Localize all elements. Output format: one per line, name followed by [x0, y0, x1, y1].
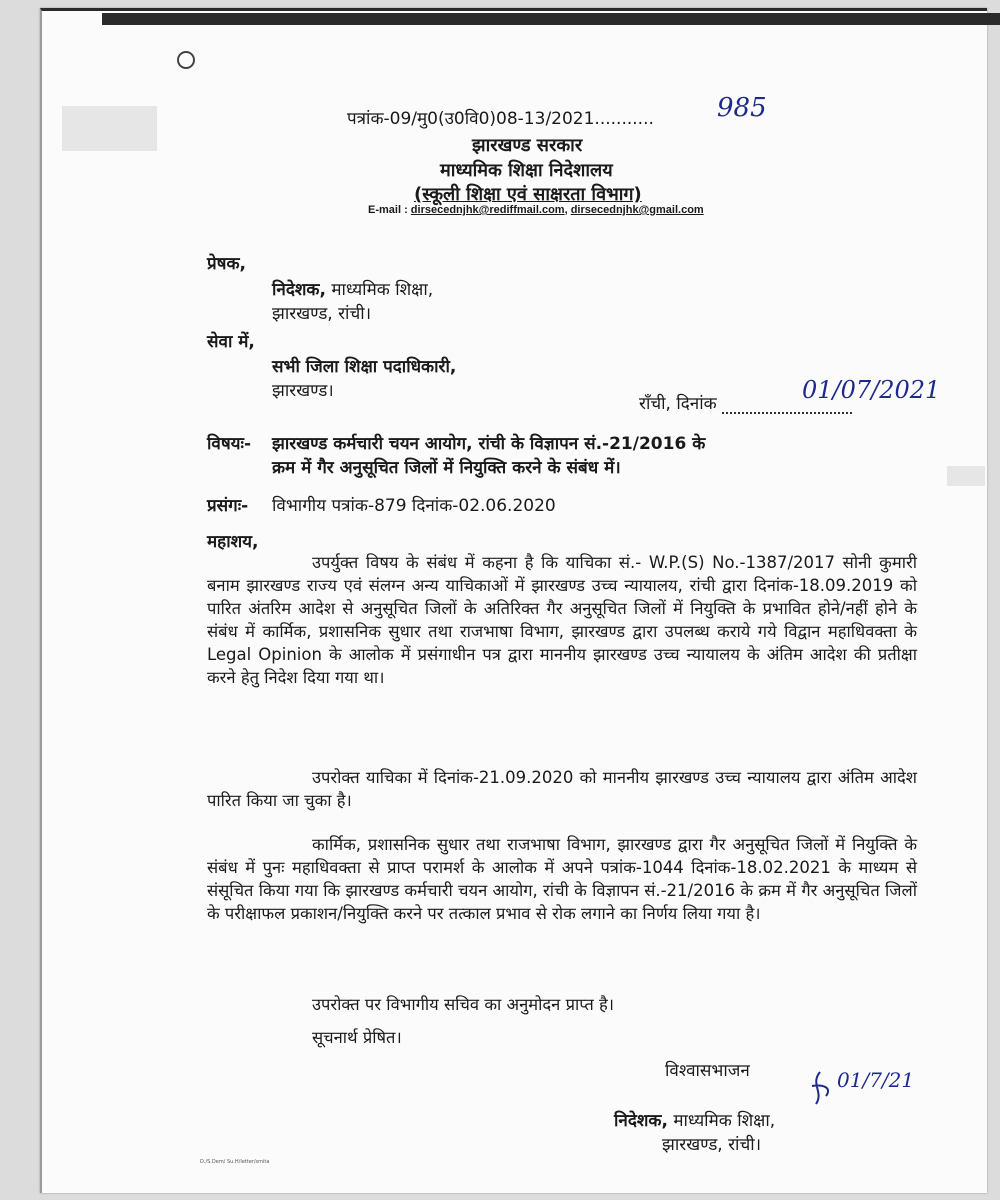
- sender-line-1: [272, 277, 433, 300]
- handwritten-date: 01/07/2021: [802, 376, 941, 404]
- paragraph-2: उपरोक्त याचिका में दिनांक-21.09.2020 को माननीय झारखण्ड उच्च न्यायालय द्वारा अंतिम आदेश पारित किया जा चुका है।: [207, 768, 917, 810]
- scan-artifact: [947, 466, 985, 486]
- reference-label: प्रसंगः-: [207, 496, 249, 516]
- handwritten-number: 985: [717, 93, 767, 123]
- paragraph-1: उपर्युक्त विषय के संबंध में कहना है कि याचिका सं.- W.P.(S) No.-1387/2017 सोनी कुमारी बनाम झारखण्ड राज्य एवं संलग्न अन्य याचिकाओं में झारखण्ड उच्च न्यायालय, रांची द्वारा दिनांक-18.09.2019 को पारित अंतरिम आदेश से अनुसूचित जिलों के अतिरिक्त गैर अनुसूचित जिलों में नियुक्ति के प्रभावित होने/नहीं होने के संबंध में कार्मिक, प्रशासनिक सुधार तथा राजभाषा विभाग, झारखण्ड द्वारा उपलब्ध कराये गये विद्वान महाधिवक्ता के Legal Opinion के आलोक में प्रसंगाधीन पत्र द्वारा माननीय झारखण्ड उच्च न्यायालय के अंतिम आदेश की प्रतीक्षा करने हेतु निदेश दिया गया था।: [207, 553, 917, 687]
- date-label: राँची, दिनांक: [639, 394, 717, 414]
- signatory-title: निदेशक,: [614, 1111, 668, 1131]
- email-separator: ,: [564, 204, 571, 216]
- email-label: E-mail :: [368, 204, 411, 216]
- sender-title-rest: माध्यमिक शिक्षा,: [325, 280, 434, 300]
- letter-page: [40, 8, 987, 1193]
- signatory-title-rest: माध्यमिक शिक्षा,: [667, 1111, 776, 1131]
- reference-text: विभागीय पत्रांक-879 दिनांक-02.06.2020: [272, 496, 556, 516]
- subject-line-1: झारखण्ड कर्मचारी चयन आयोग, रांची के विज्ञापन सं.-21/2016 के: [272, 434, 706, 454]
- sender-label: प्रेषक,: [207, 254, 247, 274]
- subject-line-2: क्रम में गैर अनुसूचित जिलों में नियुक्ति करने के संबंध में।: [272, 458, 621, 478]
- sender-title: निदेशक,: [272, 280, 326, 300]
- signatory-line-1: [614, 1108, 775, 1131]
- signatory-line-2: झारखण्ड, रांची।: [662, 1135, 762, 1155]
- sender-line-2: झारखण्ड, रांची।: [272, 304, 372, 324]
- scan-artifact: [62, 106, 157, 151]
- salutation: महाशय,: [207, 532, 259, 552]
- subject-label: विषयः-: [207, 434, 252, 454]
- scan-edge: [102, 13, 1000, 25]
- paragraph-5: सूचनार्थ प्रेषित।: [312, 1028, 402, 1047]
- punch-hole: [177, 51, 195, 69]
- government-heading: झारखण्ड सरकार: [472, 135, 583, 156]
- recipient-line-2: झारखण्ड।: [272, 381, 334, 401]
- recipient-line-1: सभी जिला शिक्षा पदाधिकारी,: [272, 357, 457, 377]
- email-line: [368, 204, 704, 216]
- paragraph-3: कार्मिक, प्रशासनिक सुधार तथा राजभाषा विभाग, झारखण्ड द्वारा गैर अनुसूचित जिलों में नियुक्ति के संबंध में पुनः महाधिवक्ता से प्राप्त परामर्श के आलोक में अपने पत्रांक-1044 दिनांक-18.02.2021 के माध्यम से संसूचित किया गया कि झारखण्ड कर्मचारी चयन आयोग, रांची के विज्ञापन सं.-21/2016 के क्रम में गैर अनुसूचित जिलों के परीक्षाफल प्रकाशन/नियुक्ति करने पर तत्काल प्रभाव से रोक लगाने का निर्णय लिया गया है।: [207, 835, 917, 923]
- email-1: dirsecednjhk@rediffmail.com: [410, 204, 565, 216]
- reference-number: पत्रांक-09/मु0(उ0वि0)08-13/2021...........: [347, 109, 654, 129]
- footnote: D./S.Dem/ Su.H/letter/smita: [200, 1159, 270, 1165]
- closing: विश्वासभाजन: [665, 1061, 750, 1081]
- directorate-heading: माध्यमिक शिक्षा निदेशालय: [440, 160, 613, 181]
- department-heading: (स्कूली शिक्षा एवं साक्षरता विभाग): [414, 184, 642, 205]
- email-2: dirsecednjhk@gmail.com: [570, 204, 704, 216]
- paragraph-4: उपरोक्त पर विभागीय सचिव का अनुमोदन प्राप्त है।: [312, 995, 614, 1014]
- signature-date: 01/7/21: [837, 1068, 915, 1092]
- to-label: सेवा में,: [207, 332, 255, 352]
